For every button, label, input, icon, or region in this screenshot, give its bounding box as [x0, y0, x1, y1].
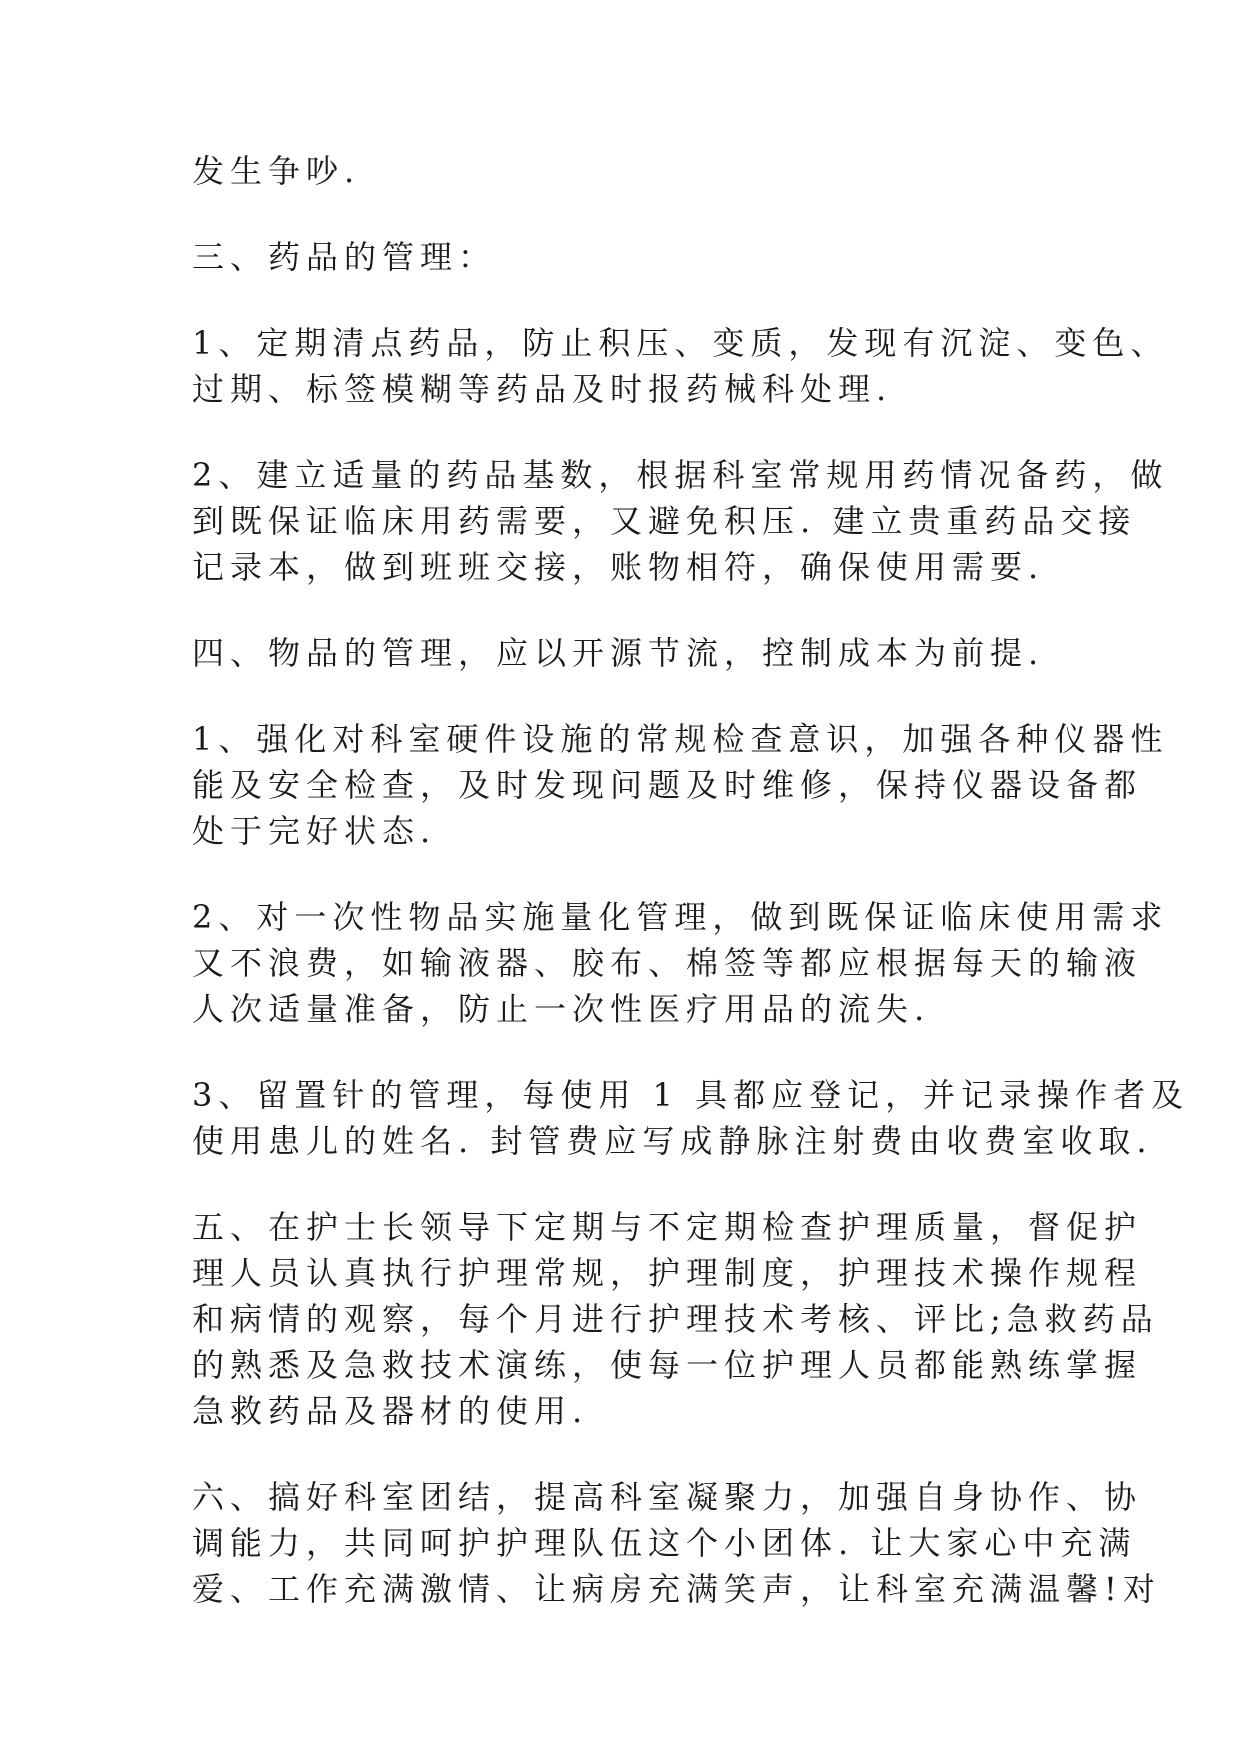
- text-line: 记录本，做到班班交接，账物相符，确保使用需要.: [192, 548, 1045, 586]
- text-line: 六、搞好科室团结，提高科室凝聚力，加强自身协作、协: [192, 1478, 1143, 1516]
- paragraph-8: [192, 1072, 1190, 1164]
- text-line: 三、药品的管理：: [192, 238, 497, 276]
- text-line: 的熟悉及急救技术演练，使每一位护理人员都能熟练掌握: [192, 1346, 1143, 1384]
- text-line: 1、强化对科室硬件设施的常规检查意识，加强各种仪器性: [192, 720, 1169, 758]
- paragraph-6: [192, 716, 1169, 854]
- text-line: 人次适量准备，防止一次性医疗用品的流失.: [192, 990, 931, 1028]
- text-line: 急救药品及器材的使用.: [192, 1392, 589, 1430]
- text-line: 到既保证临床用药需要，又避免积压. 建立贵重药品交接: [192, 502, 1137, 540]
- section-heading-3: [192, 234, 1052, 280]
- text-line: 过期、标签模糊等药品及时报药械科处理.: [192, 370, 893, 408]
- text-line: 能及安全检查，及时发现问题及时维修，保持仪器设备都: [192, 766, 1143, 804]
- paragraph-1: [192, 148, 1052, 194]
- text-line: 2、建立适量的药品基数，根据科室常规用药情况备药，做: [192, 456, 1169, 494]
- text-line: 和病情的观察，每个月进行护理技术考核、评比;急救药品: [192, 1300, 1159, 1338]
- section-heading-4: [192, 630, 1052, 676]
- paragraph-7: [192, 894, 1169, 1032]
- text-line: 理人员认真执行护理常规，护理制度，护理技术操作规程: [192, 1254, 1143, 1292]
- text-line: 五、在护士长领导下定期与不定期检查护理质量，督促护: [192, 1208, 1143, 1246]
- text-line: 1、定期清点药品，防止积压、变质，发现有沉淀、变色、: [192, 324, 1169, 362]
- text-line: 使用患儿的姓名. 封管费应写成静脉注射费由收费室收取.: [192, 1122, 1153, 1160]
- paragraph-3: [192, 320, 1169, 412]
- text-line: 调能力，共同呵护护理队伍这个小团体. 让大家心中充满: [192, 1524, 1137, 1562]
- text-line: 3、留置针的管理，每使用 1 具都应登记，并记录操作者及: [192, 1076, 1190, 1114]
- text-line: 四、物品的管理，应以开源节流，控制成本为前提.: [192, 634, 1045, 672]
- section-5: [192, 1204, 1159, 1434]
- paragraph-4: [192, 452, 1169, 590]
- document-body: [192, 148, 1190, 1652]
- text-line: 处于完好状态.: [192, 812, 437, 850]
- text-line: 发生争吵.: [192, 152, 361, 190]
- text-line: 爱、工作充满激情、让病房充满笑声，让科室充满温馨!对: [192, 1570, 1161, 1608]
- text-line: 又不浪费，如输液器、胶布、棉签等都应根据每天的输液: [192, 944, 1143, 982]
- text-line: 2、对一次性物品实施量化管理，做到既保证临床使用需求: [192, 898, 1169, 936]
- section-6: [192, 1474, 1161, 1612]
